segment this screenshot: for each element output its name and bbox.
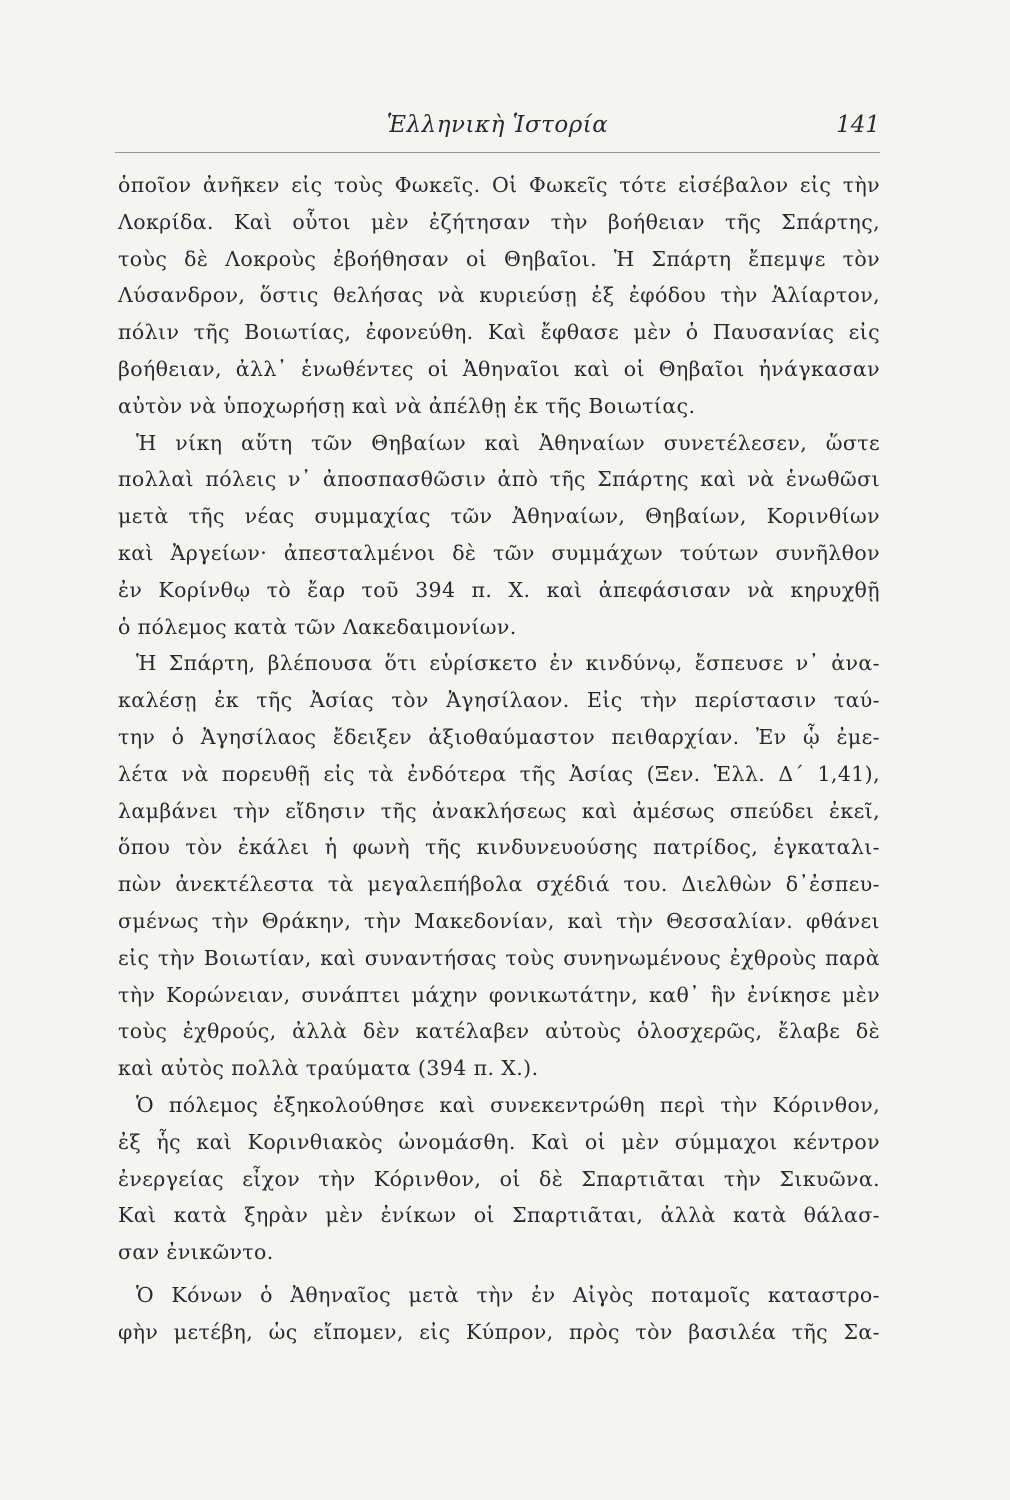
text-line: Ὁ πόλεμος ἐξηκολούθησε καὶ συνεκεντρώθη περὶ τὴν Κόρινθον, (136, 1092, 880, 1117)
text-line: πὼν ἀνεκτέλεστα τὰ μεγαλεπήβολα σχέδιά του. Διελθὼν δ᾽ἐσπευ- (118, 872, 880, 897)
text-line: βοήθειαν, ἀλλ᾽ ἑνωθέντες οἱ Ἀθηναῖοι καὶ οἱ Θηβαῖοι ἠνάγκασαν (118, 356, 880, 381)
text-line: λαμβάνει τὴν εἴδησιν τῆς ἀνακλήσεως καὶ ἀμέσως σπεύδει ἐκεῖ, (118, 798, 880, 823)
text-line: πολλαὶ πόλεις ν᾽ ἀποσπασθῶσιν ἀπὸ τῆς Σπάρτης καὶ νὰ ἑνωθῶσι (118, 467, 880, 492)
text-line: σμένως τὴν Θράκην, τὴν Μακεδονίαν, καὶ τὴν Θεσσαλίαν. φθάνει (118, 908, 880, 933)
text-line: αὐτὸν νὰ ὑποχωρήσῃ καὶ νὰ ἀπέλθῃ ἐκ τῆς Βοιωτίας. (118, 393, 696, 418)
text-line: τοὺς ἐχθρούς, ἀλλὰ δὲν κατέλαβεν αὐτοὺς ὁλοσχερῶς, ἔλαβε δὲ (118, 1019, 880, 1044)
running-head (115, 112, 880, 144)
text-line: ἐνεργείας εἶχον τὴν Κόρινθον, οἱ δὲ Σπαρτιᾶται τὴν Σικυῶνα. (118, 1166, 880, 1191)
text-line: τὴν Κορώνειαν, συνάπτει μάχην φονικωτάτην, καθ᾽ ἣν ἐνίκησε μὲν (118, 982, 880, 1007)
paragraph (118, 167, 880, 425)
text-line: λέτα νὰ πορευθῇ εἰς τὰ ἐνδότερα τῆς Ἀσίας (Ξεν. Ἑλλ. Δ΄ 1,41), (118, 761, 880, 786)
text-line: Ἡ νίκη αὕτη τῶν Θηβαίων καὶ Ἀθηναίων συνετέλεσεν, ὥστε (136, 430, 880, 455)
text-line: Λοκρίδα. Καὶ οὗτοι μὲν ἐζήτησαν τὴν βοήθειαν τῆς Σπάρτης, (118, 209, 880, 234)
text-line: τοὺς δὲ Λοκροὺς ἐβοήθησαν οἱ Θηβαῖοι. Ἡ Σπάρτη ἔπεμψε τὸν (118, 246, 880, 271)
text-line: την ὁ Ἀγησίλαος ἔδειξεν ἀξιοθαύμαστον πειθαρχίαν. Ἐν ᾧ ἐμε- (118, 724, 880, 749)
paragraph (118, 645, 880, 1087)
text-line: ὁ πόλεμος κατὰ τῶν Λακεδαιμονίων. (118, 614, 517, 639)
paragraph (118, 1087, 880, 1271)
paragraph (118, 1277, 880, 1351)
running-title: Ἑλληνικὴ Ἱστορία (386, 112, 609, 138)
body-text (118, 167, 880, 1351)
text-line: Ὁ Κόνων ὁ Ἀθηναῖος μετὰ τὴν ἐν Αἰγὸς ποταμοῖς καταστρο- (136, 1282, 880, 1307)
text-line: ὅπου τὸν ἐκάλει ἡ φωνὴ τῆς κινδυνευούσης πατρίδος, ἐγκαταλι- (118, 835, 880, 860)
paragraph (118, 425, 880, 646)
text-line: εἰς τὴν Βοιωτίαν, καὶ συναντήσας τοὺς συνηνωμένους ἐχθροὺς παρὰ (118, 945, 880, 970)
text-line: πόλιν τῆς Βοιωτίας, ἐφονεύθη. Καὶ ἔφθασε μὲν ὁ Παυσανίας εἰς (118, 320, 880, 345)
text-line: ὁποῖον ἀνῆκεν εἰς τοὺς Φωκεῖς. Οἱ Φωκεῖς τότε εἰσέβαλον εἰς τὴν (118, 173, 880, 197)
text-line: καὶ αὐτὸς πολλὰ τραύματα (394 π. Χ.). (118, 1056, 539, 1081)
text-line: σαν ἐνικῶντο. (118, 1240, 274, 1265)
page-number: 141 (836, 112, 880, 138)
text-line: ἐξ ἧς καὶ Κορινθιακὸς ὠνομάσθη. Καὶ οἱ μὲν σύμμαχοι κέντρον (118, 1129, 880, 1154)
text-line: ἐν Κορίνθῳ τὸ ἔαρ τοῦ 394 π. Χ. καὶ ἀπεφάσισαν νὰ κηρυχθῇ (118, 577, 880, 602)
text-line: Καὶ κατὰ ξηρὰν μὲν ἐνίκων οἱ Σπαρτιᾶται, ἀλλὰ κατὰ θάλασ- (118, 1203, 880, 1228)
text-line: Λύσανδρον, ὅστις θελήσας νὰ κυριεύσῃ ἐξ ἐφόδου τὴν Ἁλίαρτον, (118, 283, 880, 308)
text-line: Ἡ Σπάρτη, βλέπουσα ὅτι εὑρίσκετο ἐν κινδύνῳ, ἔσπευσε ν᾽ ἀνα- (136, 651, 880, 676)
header-rule (115, 152, 880, 153)
text-line: καλέσῃ ἐκ τῆς Ἀσίας τὸν Ἀγησίλαον. Εἰς τὴν περίστασιν ταύ- (118, 688, 880, 713)
text-line: καὶ Ἀργείων· ἀπεσταλμένοι δὲ τῶν συμμάχων τούτων συνῆλθον (118, 540, 880, 565)
text-line: φὴν μετέβη, ὡς εἴπομεν, εἰς Κύπρον, πρὸς τὸν βασιλέα τῆς Σα- (118, 1319, 880, 1344)
text-line: μετὰ τῆς νέας συμμαχίας τῶν Ἀθηναίων, Θηβαίων, Κορινθίων (118, 504, 880, 529)
